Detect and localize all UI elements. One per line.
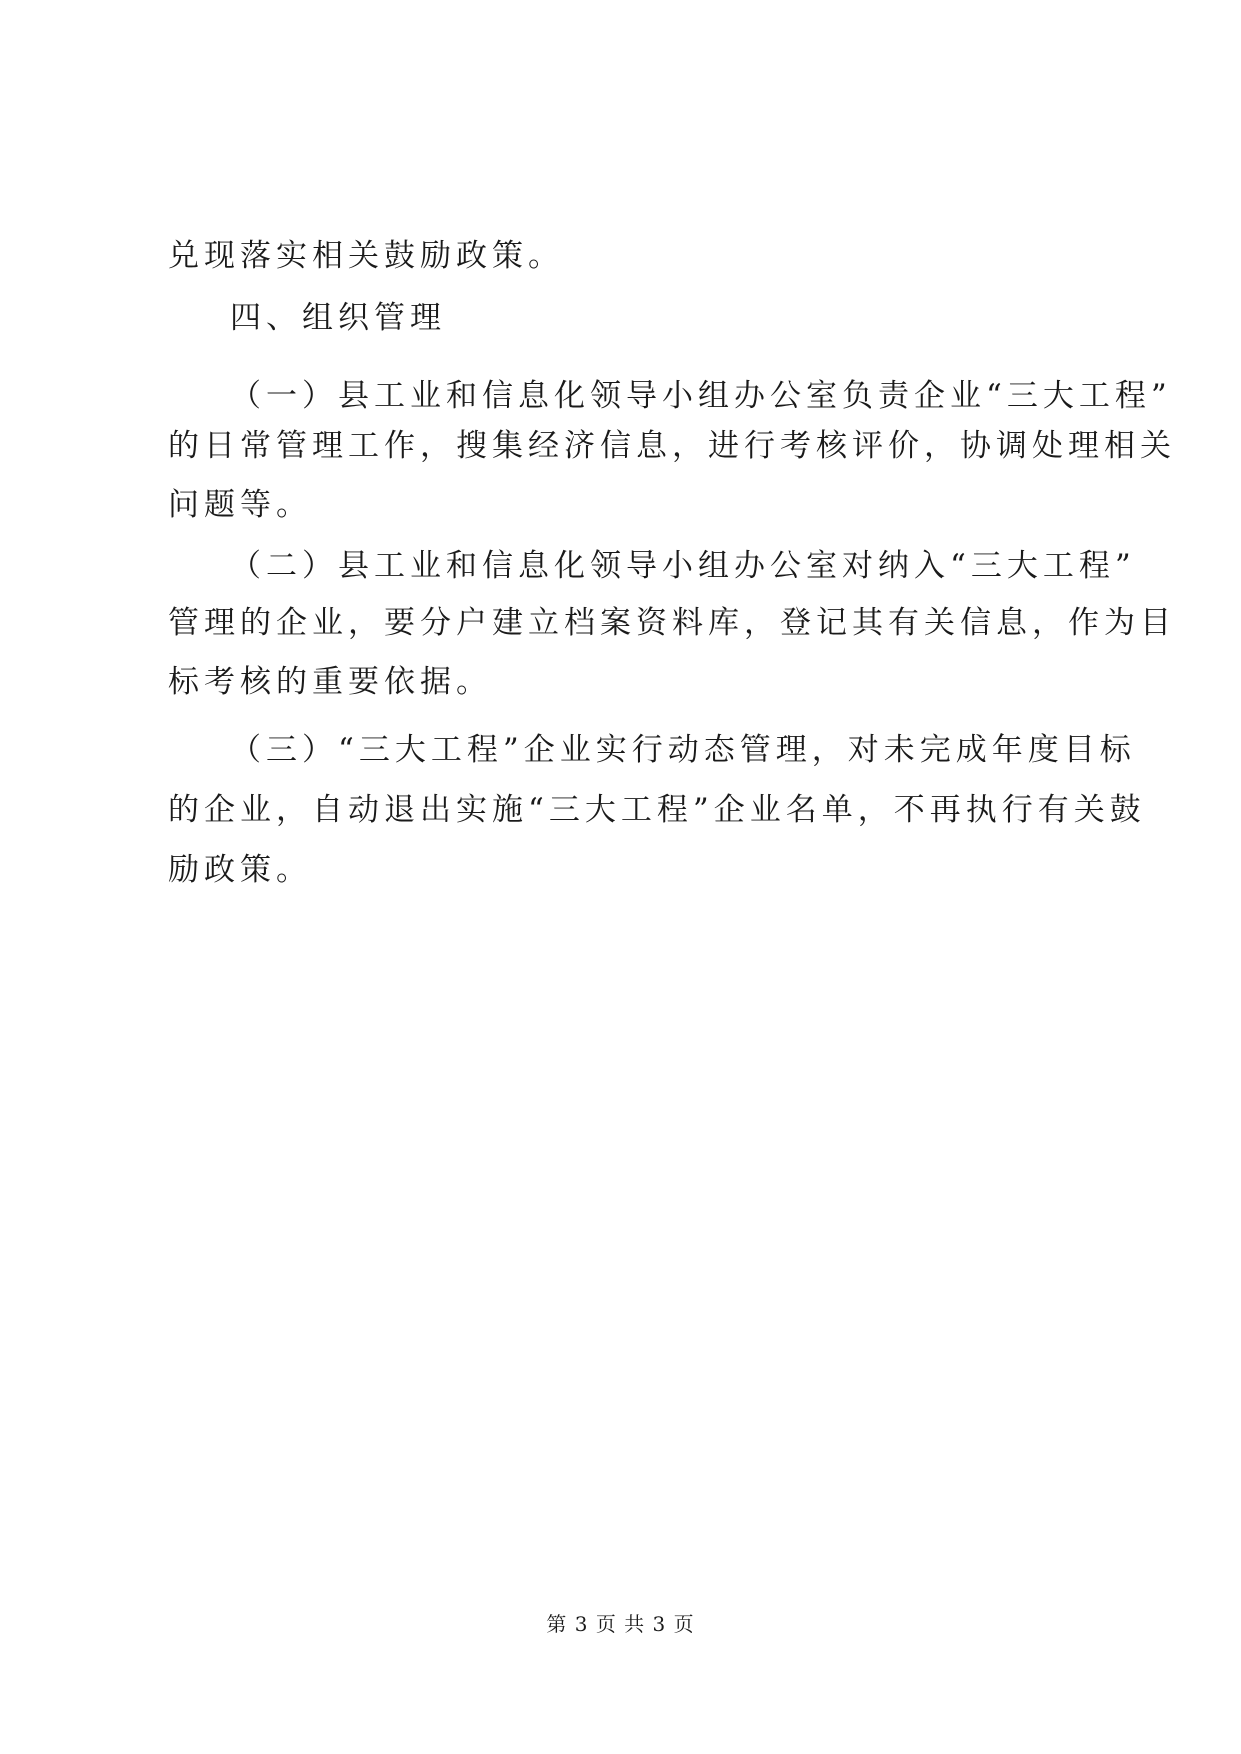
paragraph-line: 励政策。 [168, 852, 312, 888]
paragraph-line: 兑现落实相关鼓励政策。 [168, 238, 564, 274]
paragraph-line: 管理的企业，要分户建立档案资料库，登记其有关信息，作为目 [168, 605, 1176, 641]
paragraph-line: 的日常管理工作，搜集经济信息，进行考核评价，协调处理相关 [168, 428, 1176, 464]
page-footer: 第 3 页 共 3 页 [546, 1612, 695, 1636]
section-heading: 四、组织管理 [230, 300, 446, 336]
paragraph-line: （二）县工业和信息化领导小组办公室对纳入“三大工程” [230, 548, 1136, 584]
paragraph-line: （三）“三大工程”企业实行动态管理，对未完成年度目标 [230, 732, 1136, 768]
paragraph-line: 的企业，自动退出实施“三大工程”企业名单，不再执行有关鼓 [168, 792, 1146, 828]
paragraph-line: 标考核的重要依据。 [168, 664, 492, 700]
paragraph-line: 问题等。 [168, 487, 312, 523]
paragraph-line: （一）县工业和信息化领导小组办公室负责企业“三大工程” [230, 378, 1172, 414]
